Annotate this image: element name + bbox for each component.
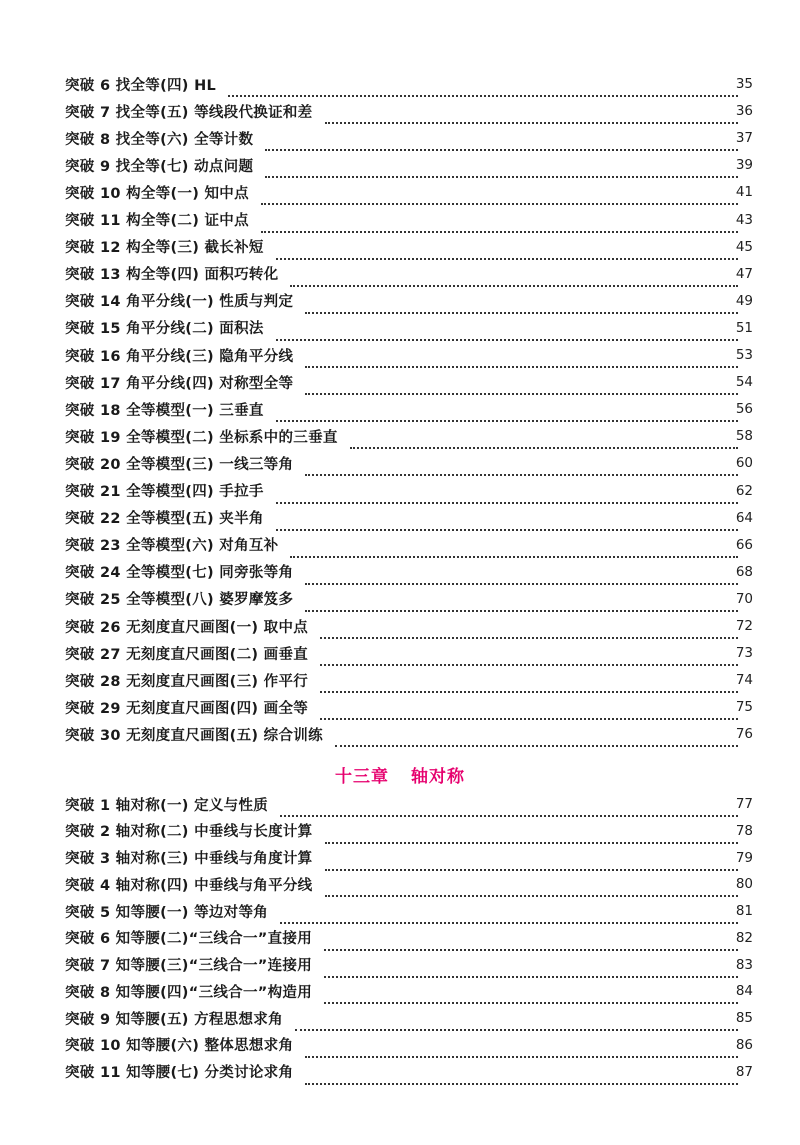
dot-leader [305,292,738,314]
toc-entry[interactable] [0,179,800,205]
toc-entry[interactable] [0,586,800,612]
toc-entry[interactable] [0,532,800,558]
dot-leader [295,1009,738,1031]
toc-entry-label: 突破 9 找全等(七) 动点问题 [65,158,254,175]
toc-entry-page-number: 68 [735,563,753,580]
toc-entry[interactable] [0,1059,800,1085]
toc-entry-label: 突破 19 全等模型(二) 坐标系中的三垂直 [65,429,338,446]
toc-entry-label: 突破 29 无刻度直尺画图(四) 画全等 [65,700,309,717]
dot-leader [290,536,738,558]
toc-entry-label: 突破 1 轴对称(一) 定义与性质 [65,797,269,814]
toc-entry-label: 突破 27 无刻度直尺画图(二) 画垂直 [65,646,309,663]
toc-entry-label: 突破 9 知等腰(五) 方程思想求角 [65,1011,283,1028]
dot-leader [290,265,738,287]
toc-entry[interactable] [0,694,800,720]
toc-entry-label: 突破 15 角平分线(二) 面积法 [65,321,264,338]
dot-leader [305,1063,738,1085]
toc-entry[interactable] [0,396,800,422]
toc-entry-label: 突破 7 知等腰(三)“三线合一”连接用 [65,958,312,974]
dot-leader [228,75,738,97]
toc-entry-page-number: 79 [735,849,753,866]
toc-entry-page-number: 58 [735,428,753,445]
toc-entry-page-number: 74 [735,672,753,689]
toc-entry-label: 突破 3 轴对称(三) 中垂线与角度计算 [65,851,313,867]
dot-leader [305,563,738,585]
toc-entry[interactable] [0,261,800,287]
chapter-name: 轴对称 [411,767,465,787]
toc-entry-page-number: 54 [735,374,753,391]
toc-entry[interactable] [0,207,800,233]
toc-entry-page-number: 51 [735,319,753,336]
toc-entry-label: 突破 18 全等模型(一) 三垂直 [65,402,264,419]
dot-leader [265,129,738,151]
toc-entry-label: 突破 16 角平分线(三) 隐角平分线 [65,348,294,365]
toc-entry[interactable] [0,478,800,504]
toc-entry-label: 突破 6 知等腰(二)“三线合一”直接用 [65,931,312,948]
dot-leader [324,929,738,951]
toc-entry[interactable] [0,613,800,639]
toc-entry-page-number: 84 [735,983,753,1000]
toc-entry-page-number: 77 [735,796,753,812]
toc-entry[interactable] [0,125,800,151]
toc-entry[interactable] [0,898,800,924]
toc-entry-page-number: 49 [735,292,753,309]
toc-entry-label: 突破 28 无刻度直尺画图(三) 作平行 [65,673,309,690]
dot-leader [320,644,738,666]
dot-leader [305,1036,738,1058]
toc-entry-label: 突破 11 构全等(二) 证中点 [65,213,249,229]
toc-entry-label: 突破 22 全等模型(五) 夹半角 [65,511,264,528]
dot-leader [276,482,738,504]
toc-entry-label: 突破 25 全等模型(八) 婆罗摩笈多 [65,592,294,609]
toc-entry[interactable] [0,505,800,531]
toc-entry-label: 突破 8 找全等(六) 全等计数 [65,131,254,148]
dot-leader [350,427,738,449]
toc-entry-label: 突破 24 全等模型(七) 同旁张等角 [65,565,294,582]
dot-leader [324,956,738,978]
dot-leader [280,795,738,817]
toc-entry-page-number: 53 [735,347,753,363]
dot-leader [261,183,738,205]
chapter-number: 十三章 [335,767,389,787]
dot-leader [325,102,739,124]
toc-entry-label: 突破 13 构全等(四) 面积巧转化 [65,267,279,284]
toc-entry-label: 突破 11 知等腰(七) 分类讨论求角 [65,1065,294,1081]
toc-entry-page-number: 62 [735,482,753,499]
toc-entry-page-number: 80 [735,876,753,893]
toc-entry[interactable] [0,450,800,476]
toc-entry-page-number: 66 [735,536,753,553]
dot-leader [276,509,738,531]
toc-entry[interactable] [0,925,800,951]
dot-leader [305,346,738,368]
toc-entry-page-number: 47 [735,265,753,282]
toc-entry-page-number: 39 [735,157,753,174]
dot-leader [276,319,738,341]
toc-entry[interactable] [0,1032,800,1058]
dot-leader [261,211,738,233]
dot-leader [276,400,738,422]
toc-entry-page-number: 83 [735,956,753,973]
dot-leader [320,671,738,693]
toc-entry-label: 突破 14 角平分线(一) 性质与判定 [65,294,294,311]
toc-entry-label: 突破 8 知等腰(四)“三线合一”构造用 [65,984,312,1001]
dot-leader [276,238,738,260]
toc-entry-page-number: 78 [735,822,753,839]
toc-entry-page-number: 43 [735,211,753,228]
dot-leader [325,849,739,871]
toc-entry-page-number: 45 [735,238,753,255]
toc-entry[interactable] [0,342,800,368]
toc-entry[interactable] [0,152,800,178]
toc-entry-page-number: 60 [735,455,753,472]
toc-entry-page-number: 82 [735,929,753,946]
dot-leader [325,875,739,897]
toc-entry-page-number: 64 [735,509,753,526]
toc-entry-page-number: 75 [735,699,753,716]
toc-entry-label: 突破 10 知等腰(六) 整体思想求角 [65,1038,294,1055]
toc-entry-page-number: 73 [735,645,753,662]
toc-entry[interactable] [0,98,800,124]
dot-leader [324,982,738,1004]
dot-leader [320,617,738,639]
toc-entry-label: 突破 2 轴对称(二) 中垂线与长度计算 [65,824,313,841]
toc-entry-page-number: 37 [735,130,753,147]
toc-entry[interactable] [0,640,800,666]
toc-entry[interactable] [0,791,800,817]
dot-leader [305,590,738,612]
toc-entry-label: 突破 23 全等模型(六) 对角互补 [65,538,279,555]
toc-entry-label: 突破 17 角平分线(四) 对称型全等 [65,375,294,392]
dot-leader [335,725,738,747]
toc-entry[interactable] [0,234,800,260]
dot-leader [325,822,739,844]
toc-entry-page-number: 76 [735,726,753,743]
toc-entry-label: 突破 26 无刻度直尺画图(一) 取中点 [65,619,309,636]
toc-entry-page-number: 81 [735,903,753,919]
toc-entry[interactable] [0,871,800,897]
toc-entry-label: 突破 21 全等模型(四) 手拉手 [65,484,264,500]
toc-entry-label: 突破 20 全等模型(三) 一线三等角 [65,456,294,473]
toc-entry-label: 突破 12 构全等(三) 截长补短 [65,240,264,257]
toc-entry[interactable] [0,721,800,747]
toc-entry[interactable] [0,559,800,585]
toc-entry[interactable] [0,288,800,314]
toc-entry[interactable] [0,369,800,395]
toc-entry[interactable] [0,818,800,844]
toc-entry-label: 突破 6 找全等(四) HL [65,77,217,94]
toc-entry[interactable] [0,71,800,97]
dot-leader [305,454,738,476]
toc-entry-label: 突破 4 轴对称(四) 中垂线与角平分线 [65,877,313,894]
toc-entry[interactable] [0,952,800,978]
toc-entry[interactable] [0,845,800,871]
toc-entry[interactable] [0,315,800,341]
toc-entry[interactable] [0,978,800,1004]
toc-entry-page-number: 56 [735,401,753,418]
toc-entry-page-number: 36 [735,103,753,120]
toc-entry-label: 突破 5 知等腰(一) 等边对等角 [65,904,269,921]
toc-entry-page-number: 72 [735,618,753,634]
dot-leader [265,156,738,178]
toc-entry-label: 突破 7 找全等(五) 等线段代换证和差 [65,104,313,121]
toc-entry-page-number: 86 [735,1036,753,1053]
chapter-heading [0,762,800,787]
toc-entry-page-number: 85 [735,1010,753,1026]
toc-entry[interactable] [0,1005,800,1031]
toc-entry[interactable] [0,667,800,693]
toc-entry-page-number: 87 [735,1063,753,1080]
dot-leader [320,698,738,720]
toc-entry-label: 突破 30 无刻度直尺画图(五) 综合训练 [65,727,323,744]
dot-leader [280,902,738,924]
toc-entry-page-number: 35 [735,76,753,92]
toc-entry-label: 突破 10 构全等(一) 知中点 [65,185,249,202]
toc-entry-page-number: 70 [735,590,753,607]
toc-entry[interactable] [0,423,800,449]
toc-entry-page-number: 41 [735,184,753,201]
dot-leader [305,373,738,395]
